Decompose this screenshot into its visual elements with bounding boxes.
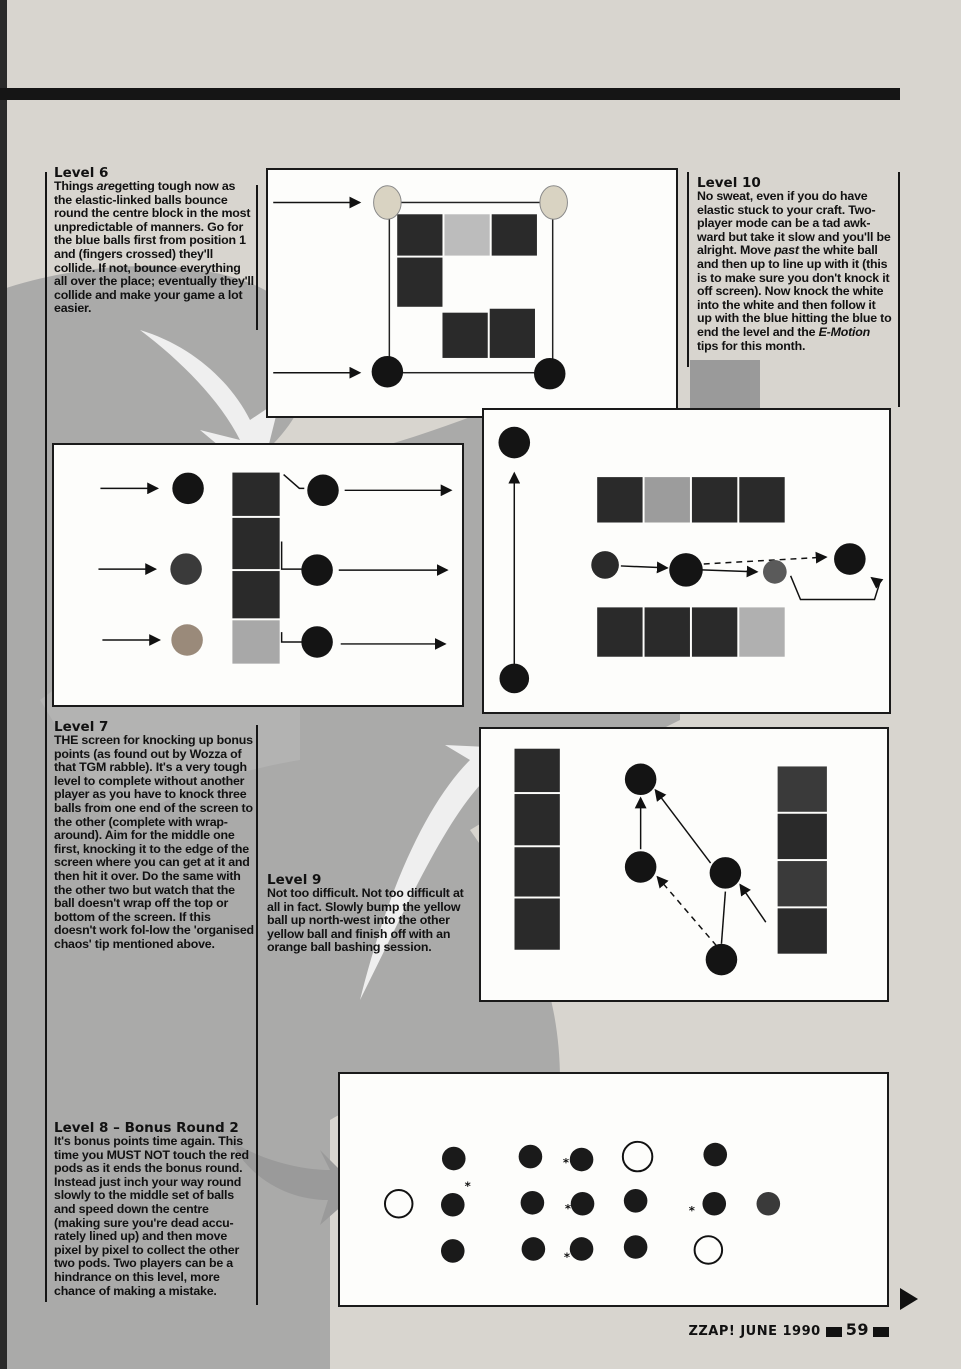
level6-screenshot: [266, 168, 678, 418]
level7-diagram: [54, 445, 462, 705]
level7-blocks: [232, 473, 279, 664]
footer-bar-right: [873, 1327, 889, 1337]
level6-blocks: [397, 214, 537, 358]
level8-heading: Level 8 – Bonus Round 2: [54, 1120, 239, 1136]
level8-balls: [385, 1142, 780, 1264]
continue-arrow-icon: [900, 1288, 918, 1310]
level6-diagram: [268, 170, 676, 416]
level6-right-rule: [256, 185, 258, 330]
footer-bar-left: [826, 1327, 842, 1337]
level9-blocks: [515, 749, 827, 954]
level10-heading: Level 10: [697, 175, 761, 191]
page-footer: [688, 1320, 889, 1339]
level9-screenshot: [479, 727, 889, 1002]
svg-text:*: *: [464, 1178, 471, 1193]
level8-diagram: [340, 1074, 887, 1305]
magazine-issue: ZZAP! JUNE 1990: [688, 1324, 821, 1339]
level7-screenshot: [52, 443, 464, 707]
page-number: 59: [845, 1320, 869, 1339]
level8-screenshot: [338, 1072, 889, 1307]
level10-diagram: [484, 410, 889, 712]
level7-text: [54, 720, 254, 952]
svg-text:*: *: [563, 1249, 571, 1264]
level8-text: [54, 1121, 254, 1298]
level9-text: [267, 873, 467, 955]
level6-text: [54, 166, 254, 316]
level10-right-rule: [898, 172, 900, 407]
level7-heading: Level 7: [54, 719, 109, 735]
level6-body: Things aregetting tough now as the elastic-linked balls bounce round the centre block in the most unpredictable of manners. Go for the blue balls first from position 1 and (fingers crossed) they'll collide. If not, bounce everything all over the place; eventually they'll collide and make your game a lot easier.: [54, 179, 254, 316]
level10-left-rule: [687, 172, 689, 367]
level10-text: [697, 176, 893, 353]
svg-text:*: *: [564, 1201, 572, 1216]
level9-diagram: [481, 729, 887, 1000]
level9-body: Not too difficult. Not too difficult at all in fact. Slowly bump the yellow ball up north-west into the other yellow ball and finish off with an orange ball bashing session.: [267, 886, 464, 955]
level9-heading: Level 9: [267, 872, 322, 888]
level6-heading: Level 6: [54, 165, 109, 181]
level7-right-rule: [256, 725, 258, 1305]
level6-column-rule: [45, 172, 47, 1302]
level10-body: No sweat, even if you do have elastic stuck to your craft. Two-player mode can be a tad awk-ward but take it slow and you'll be alright. Move past the white ball and then up to line up with it (this is to make sure you don't knock it off screen). Now knock the white into the white and then follow it up with the blue hitting the blue to end the level and the E-Motion tips for this month.: [697, 189, 892, 353]
page-gutter-shadow: [0, 0, 7, 1369]
header-rule: [0, 88, 900, 100]
level8-body: It's bonus points time again. This time you MUST NOT touch the red pods as it ends the bonus round. Instead just inch your way round slowly to the middle set of balls and speed down the centre (making sure you're dead accu-rately lined up) and then move pixel by pixel to collect the other two pods. Two players can be a hindrance on this level, more chance of making a mistake.: [54, 1134, 249, 1298]
svg-text:*: *: [688, 1203, 695, 1218]
svg-text:*: *: [562, 1155, 570, 1170]
level10-screenshot: [482, 408, 891, 714]
level7-body: THE screen for knocking up bonus points (as found out by Wozza of that TGM rabble). It's a very tough level to complete without another player as you have to knock three balls from one end of the screen to the other (complete with wrap-around). Aim for the middle one first, knocking it to the edge of the screen where you can get at it and then hit it over. Do the same with the other two but watch that the ball doesn't wrap off the top or bottom of the screen. If this doesn't work fol-low the 'organised chaos' tip mentioned above.: [54, 733, 254, 951]
